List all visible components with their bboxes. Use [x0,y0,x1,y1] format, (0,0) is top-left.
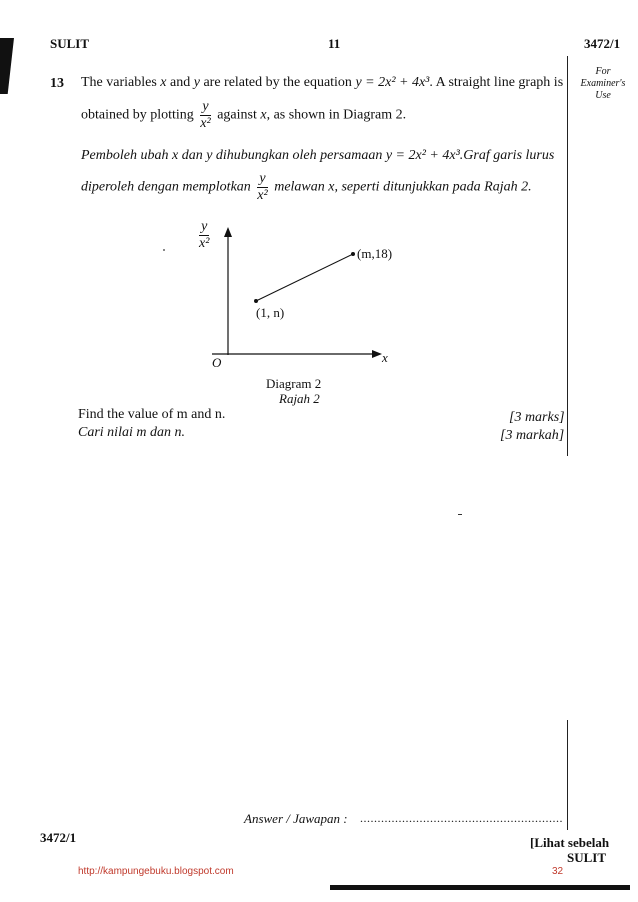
y-axis-arrow [224,227,232,237]
question-en-line2: obtained by plotting $\frac{y}{\text{x²}}$ against x, as shown in Diagram 2. [81,99,407,131]
diagram-caption-ms: Rajah 2 [279,391,320,406]
scan-dot [163,249,165,251]
footer-lihat-sebelah: [Lihat sebelah [530,835,610,850]
y-axis-label: $\frac{y}{\text{x²}}$ [199,219,210,251]
diagram-caption-en: Diagram 2 [266,376,322,391]
diagram-2-graph [150,215,410,375]
footer-sulit: SULIT [567,850,607,865]
question-en-line1: The variables x and y are related by the equation y = 2x² + 4x³. A straight line graph is [81,75,564,90]
point-b-label: (m,18) [357,246,393,261]
question-ms-line2: diperoleh dengan memplotkan $\frac{y}{\text{x²}}$ melawan x, seperti ditunjukkan pada Rajah 2. [81,171,532,203]
bottom-rule [330,885,630,890]
point-m-18 [351,252,355,256]
x-axis-label: x [382,350,388,365]
footer-code: 3472/1 [40,830,77,845]
answer-label: Answer / Jawapan : [244,811,348,826]
marks-ms: [3 markah] [500,428,565,443]
point-1-n [254,299,258,303]
page-number: 11 [328,36,341,51]
examiner-use-label: For Examiner's Use [580,66,626,101]
scan-mark [458,514,462,515]
question-ms-line1: Pemboleh ubah x dan y dihubungkan oleh persamaan y = 2x² + 4x³.Graf garis lurus [81,148,555,163]
scan-edge-mark [0,38,14,94]
equation-en: y = 2x² + 4x³ [355,75,430,90]
origin-label: O [212,355,222,370]
point-a-label: (1, n) [256,305,285,320]
equation-ms: y = 2x² + 4x³ [385,148,460,163]
header-sulit: SULIT [50,36,90,51]
examiner-margin-line [567,56,568,456]
straight-line-graph [256,254,353,301]
task-en: Find the value of m and n. [78,407,226,422]
source-url[interactable]: http://kampungebuku.blogspot.com [78,866,234,877]
x-axis-arrow [372,350,382,358]
answer-dots: .......................................................... [360,811,563,825]
fraction-y-over-x2: $\frac{y}{\text{x²}}$ [200,99,211,131]
fraction-y-over-x2-ms: $\frac{y}{\text{x²}}$ [257,171,268,203]
pdf-page-number: 32 [552,866,564,877]
paper-code: 3472/1 [584,36,621,51]
examiner-margin-line-lower [567,720,568,830]
question-number: 13 [50,76,64,91]
marks-en: [3 marks] [509,410,565,425]
task-ms: Cari nilai m dan n. [78,425,185,440]
